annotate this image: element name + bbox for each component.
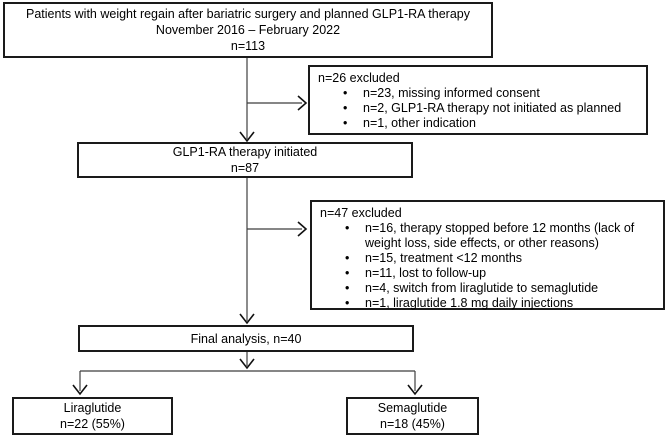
liraglutide-line-2: n=22 (55%) [60, 417, 125, 431]
final-analysis-line-1: Final analysis, n=40 [190, 331, 302, 346]
population-box [3, 2, 493, 58]
population-line-1: Patients with weight regain after bariatric surgery and planned GLP1-RA therapy [26, 7, 470, 21]
liraglutide-line-1: Liraglutide [63, 401, 122, 415]
population-line-3: n=113 [230, 39, 266, 53]
initiated-line-1: GLP1-RA therapy initiated [172, 145, 318, 159]
exclusion-item: • n=2, GLP1-RA therapy not initiated as planned [343, 101, 640, 116]
final-analysis-box [78, 325, 414, 352]
exclusion-item: • n=1, other indication [343, 116, 640, 131]
exclusion-item: • n=4, switch from liraglutide to semaglutide [345, 281, 657, 296]
excluded-2-list [320, 221, 657, 311]
exclusion-item: • n=16, therapy stopped before 12 months (lack of weight loss, side effects, or other reasons) [345, 221, 657, 251]
excluded-box-1 [308, 65, 648, 135]
excluded-1-title: n=26 excluded [318, 71, 400, 85]
excluded-box-2 [310, 200, 665, 310]
semaglutide-box [346, 397, 479, 435]
initiated-box [77, 142, 413, 178]
exclusion-item: • n=15, treatment <12 months [345, 251, 657, 266]
semaglutide-line-2: n=18 (45%) [380, 417, 445, 431]
semaglutide-line-1: Semaglutide [377, 401, 448, 415]
exclusion-item: • n=11, lost to follow-up [345, 266, 657, 281]
excluded-2-title: n=47 excluded [320, 206, 402, 220]
initiated-line-2: n=87 [230, 161, 260, 175]
exclusion-item: • n=1, liraglutide 1.8 mg daily injections [345, 296, 657, 311]
excluded-1-list [318, 86, 640, 131]
liraglutide-box [12, 397, 173, 435]
exclusion-item: • n=23, missing informed consent [343, 86, 640, 101]
population-line-2: November 2016 – February 2022 [155, 23, 341, 37]
